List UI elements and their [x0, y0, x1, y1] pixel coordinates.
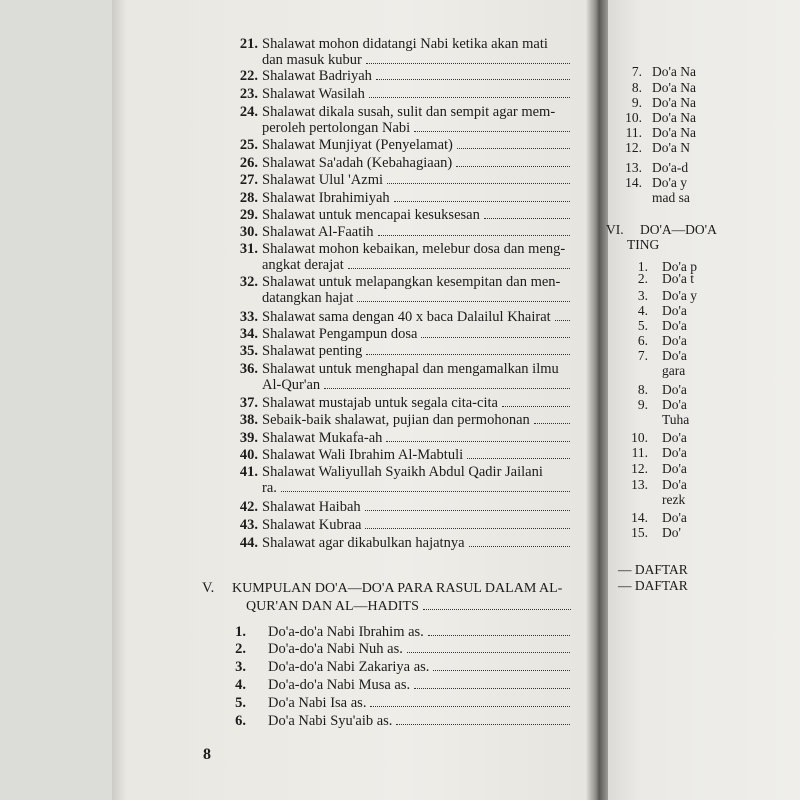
- entry-title: Shalawat mustajab untuk segala cita-cita: [262, 395, 570, 411]
- entry-number: 32.: [239, 274, 258, 290]
- entry-title: Shalawat Wasilah: [262, 86, 570, 102]
- entry-number: 24.: [239, 104, 258, 120]
- entry-title: — DAFTAR: [618, 578, 688, 593]
- entry-number: 43.: [239, 517, 258, 533]
- entry-title: Do'a Nabi Syu'aib as.: [268, 713, 570, 729]
- entry-number: 8.: [631, 80, 642, 95]
- leader-dots: [370, 696, 570, 707]
- entry-title: Do'a: [662, 477, 687, 492]
- leader-dots: [456, 156, 570, 167]
- entry-number: 2.: [235, 641, 246, 657]
- entry-title: datangkan hajat: [262, 290, 570, 306]
- entry-number: 4.: [235, 677, 246, 693]
- leader-dots: [378, 225, 570, 236]
- entry-title: Shalawat Al-Faatih: [262, 224, 570, 240]
- entry-title: Shalawat Badriyah: [262, 68, 570, 84]
- entry-title: Do'a Na: [652, 64, 697, 79]
- entry-title: Do'a: [662, 318, 687, 333]
- leader-dots: [357, 291, 570, 302]
- entry-number: 30.: [239, 224, 258, 240]
- leader-dots: [502, 396, 570, 407]
- entry-number: 21.: [239, 36, 258, 52]
- entry-number: 7.: [631, 64, 642, 79]
- leader-dots: [469, 536, 570, 547]
- entry-title: Do'a: [662, 382, 687, 397]
- entry-number: 25.: [239, 137, 258, 153]
- entry-title: Shalawat sama dengan 40 x baca Dalailul Khairat: [262, 309, 570, 325]
- entry-title: Shalawat mohon didatangi Nabi ketika akan mati: [262, 36, 548, 52]
- leader-dots: [484, 208, 570, 219]
- entry-number: 44.: [239, 535, 258, 551]
- leader-dots: [396, 714, 570, 725]
- entry-title: Do'a: [662, 430, 687, 445]
- entry-number: 42.: [239, 499, 258, 515]
- entry-number: 26.: [239, 155, 258, 171]
- entry-title: Do'a-do'a Nabi Nuh as.: [268, 641, 570, 657]
- leader-dots: [457, 138, 570, 149]
- entry-number: 14.: [631, 510, 648, 525]
- section-v-title-line1: KUMPULAN DO'A—DO'A PARA RASUL DALAM AL-: [232, 581, 563, 596]
- entry-title: Do'a-do'a Nabi Ibrahim as.: [268, 624, 570, 640]
- entry-title: Do': [662, 525, 681, 540]
- entry-title: Shalawat Ulul 'Azmi: [262, 172, 570, 188]
- entry-number: 5.: [637, 318, 648, 333]
- entry-title: angkat derajat: [262, 257, 570, 273]
- leader-dots: [414, 121, 570, 132]
- entry-number: 5.: [235, 695, 246, 711]
- entry-number: 29.: [239, 207, 258, 223]
- entry-number: 35.: [239, 343, 258, 359]
- entry-title: Do'a t: [662, 271, 695, 286]
- entry-title: Shalawat untuk melapangkan kesempitan dan men-: [262, 274, 561, 290]
- page-number: 8: [203, 746, 211, 763]
- entry-title: Do'a Nabi Isa as.: [268, 695, 570, 711]
- entry-title: Tuha: [662, 412, 690, 427]
- entry-title: Do'a: [662, 445, 687, 460]
- entry-title: Do'a Na: [652, 95, 697, 110]
- leader-dots: [366, 53, 570, 64]
- entry-number: 9.: [631, 95, 642, 110]
- entry-number: 37.: [239, 395, 258, 411]
- entry-number: 33.: [239, 309, 258, 325]
- entry-title: Shalawat agar dikabulkan hajatnya: [262, 535, 570, 551]
- entry-number: 9.: [637, 397, 648, 412]
- entry-number: 2.: [637, 271, 648, 286]
- entry-title: Do'a-do'a Nabi Zakariya as.: [268, 659, 570, 675]
- entry-title: Shalawat mohon kebaikan, melebur dosa dan meng-: [262, 241, 566, 257]
- entry-title: Shalawat dikala susah, sulit dan sempit agar mem-: [262, 104, 556, 120]
- entry-title: Shalawat Mukafa-ah: [262, 430, 570, 446]
- entry-number: 11.: [625, 125, 642, 140]
- entry-number: 14.: [625, 175, 642, 190]
- entry-number: 6.: [637, 333, 648, 348]
- entry-title: Do'a: [662, 510, 687, 525]
- leader-dots: [365, 518, 570, 529]
- leader-dots: [421, 327, 570, 338]
- entry-title: Shalawat Ibrahimiyah: [262, 190, 570, 206]
- entry-title: Do'a-d: [652, 160, 689, 175]
- entry-number: 13.: [631, 477, 648, 492]
- leader-dots: [281, 481, 570, 492]
- leader-dots: [534, 413, 570, 424]
- entry-title: rezk: [662, 492, 686, 507]
- entry-number: 22.: [239, 68, 258, 84]
- entry-number: 7.: [637, 348, 648, 363]
- entry-number: 1.: [235, 624, 246, 640]
- entry-title: Do'a y: [662, 288, 698, 303]
- entry-title: gara: [662, 363, 686, 378]
- entry-number: 12.: [631, 461, 648, 476]
- entry-number: 3.: [235, 659, 246, 675]
- leader-dots: [433, 660, 570, 671]
- entry-title: Shalawat untuk menghapal dan mengamalkan ilmu: [262, 361, 559, 377]
- entry-title: Shalawat Haibah: [262, 499, 570, 515]
- entry-title: ra.: [262, 480, 570, 496]
- section-v-numeral: V.: [202, 580, 215, 596]
- entry-number: 8.: [637, 382, 648, 397]
- entry-number: 4.: [637, 303, 648, 318]
- leader-dots: [376, 69, 570, 80]
- leader-dots: [365, 500, 570, 511]
- leader-dots: [324, 378, 570, 389]
- entry-title: mad sa: [652, 190, 690, 205]
- entry-number: 10.: [631, 430, 648, 445]
- entry-title: peroleh pertolongan Nabi: [262, 120, 570, 136]
- entry-number: 13.: [625, 160, 642, 175]
- entry-title: Do'a Na: [652, 110, 697, 125]
- entry-number: 15.: [631, 525, 648, 540]
- entry-title: — DAFTAR: [618, 562, 688, 577]
- entry-number: 11.: [631, 445, 648, 460]
- leader-dots: [407, 642, 570, 653]
- entry-title: Sebaik-baik shalawat, pujian dan permohonan: [262, 412, 570, 428]
- entry-number: 34.: [239, 326, 258, 342]
- entry-number: 27.: [239, 172, 258, 188]
- leader-dots: [394, 191, 570, 202]
- entry-title: Do'a: [662, 397, 687, 412]
- entry-title: Do'a: [662, 348, 687, 363]
- leader-dots: [366, 344, 570, 355]
- entry-number: 31.: [239, 241, 258, 257]
- leader-dots: [555, 310, 570, 321]
- entry-number: 36.: [239, 361, 258, 377]
- entry-number: 41.: [239, 464, 258, 480]
- entry-title: dan masuk kubur: [262, 52, 570, 68]
- entry-title: Shalawat Pengampun dosa: [262, 326, 570, 342]
- leader-dots: [428, 625, 570, 636]
- entry-number: 6.: [235, 713, 246, 729]
- entry-title: Do'a-do'a Nabi Musa as.: [268, 677, 570, 693]
- entry-title: Shalawat untuk mencapai kesuksesan: [262, 207, 570, 223]
- entry-title: Do'a Na: [652, 125, 697, 140]
- leader-dots: [387, 173, 570, 184]
- entry-number: 28.: [239, 190, 258, 206]
- leader-dots: [414, 678, 570, 689]
- entry-title: Do'a: [662, 303, 687, 318]
- entry-number: 40.: [239, 447, 258, 463]
- entry-title: Shalawat Sa'adah (Kebahagiaan): [262, 155, 570, 171]
- entry-title: Shalawat penting: [262, 343, 570, 359]
- entry-number: 23.: [239, 86, 258, 102]
- entry-number: 39.: [239, 430, 258, 446]
- entry-title: Do'a: [662, 333, 687, 348]
- entry-number: 3.: [637, 288, 648, 303]
- leader-dots: [369, 87, 570, 98]
- entry-number: 1.: [637, 259, 648, 274]
- section-v-title-line2: QUR'AN DAN AL—HADITS: [246, 598, 571, 615]
- entry-title: Do'a y: [652, 175, 688, 190]
- entry-title: Do'a: [662, 461, 687, 476]
- entry-title: Shalawat Munjiyat (Penyelamat): [262, 137, 570, 153]
- leader-dots: [467, 448, 570, 459]
- entry-title: Shalawat Wali Ibrahim Al-Mabtuli: [262, 447, 570, 463]
- entry-number: 12.: [625, 140, 642, 155]
- entry-title: Do'a N: [652, 140, 691, 155]
- leader-dots: [348, 258, 570, 269]
- entry-number: 38.: [239, 412, 258, 428]
- leader-dots: [386, 431, 570, 442]
- entry-title: Shalawat Waliyullah Syaikh Abdul Qadir Jailani: [262, 464, 543, 480]
- entry-number: 10.: [625, 110, 642, 125]
- entry-title: Al-Qur'an: [262, 377, 570, 393]
- entry-title: Do'a Na: [652, 80, 697, 95]
- entry-title: Shalawat Kubraa: [262, 517, 570, 533]
- entry-title: Do'a p: [662, 259, 698, 274]
